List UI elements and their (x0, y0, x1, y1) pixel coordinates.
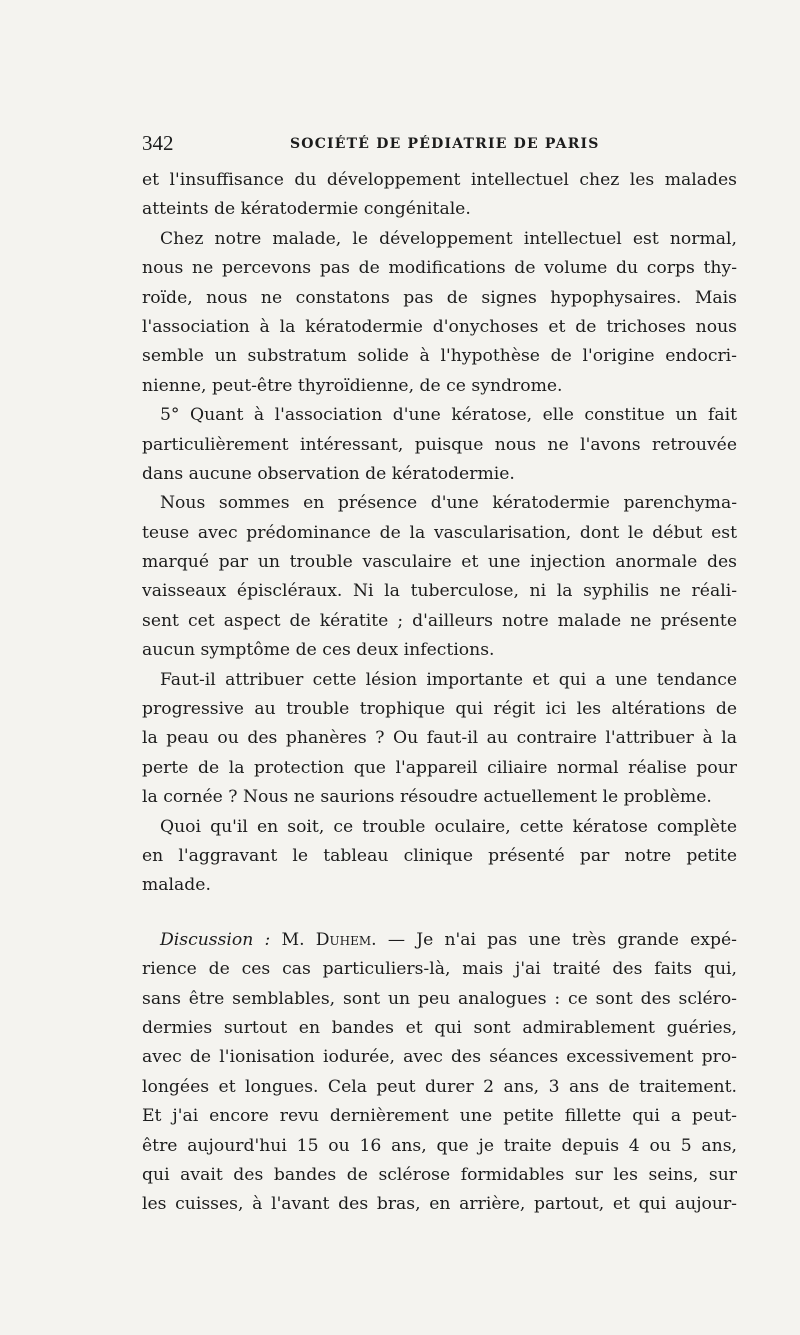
body-text (142, 166, 737, 1220)
discussion-label: Discussion : (160, 929, 271, 950)
text-line: la cornée ? Nous ne saurions résoudre actuellement le problème. (142, 787, 712, 808)
text-line: avec de l'ionisation iodurée, avec des séances excessivement pro- (142, 1047, 737, 1068)
section-spacer (142, 901, 737, 926)
text-line: atteints de kératodermie congénitale. (142, 199, 471, 220)
text-line: et l'insuffisance du développement intellectuel chez les malades (142, 170, 737, 190)
discussion-line-rest: — Je n'ai pas une très grande expé- (387, 929, 737, 950)
text-line: roïde, nous ne constatons pas de signes hypophysaires. Mais (142, 287, 737, 308)
text-line: progressive au trouble trophique qui régit ici les altérations de (142, 699, 737, 720)
text-line: 5° Quant à l'association d'une kératose, elle constitue un fait (160, 405, 737, 426)
text-line: Nous sommes en présence d'une kératodermie parenchyma- (160, 493, 737, 514)
text-line: nienne, peut-être thyroïdienne, de ce syndrome. (142, 375, 563, 396)
text-line: semble un substratum solide à l'hypothèse de l'origine endocri- (142, 346, 737, 367)
text-line: longées et longues. Cela peut durer 2 ans, 3 ans de traitement. (142, 1076, 737, 1097)
text-line: particulièrement intéressant, puisque nous ne l'avons retrouvée (142, 434, 737, 455)
text-line: la peau ou des phanères ? Ou faut-il au contraire l'attribuer à la (142, 728, 737, 749)
text-line: être aujourd'hui 15 ou 16 ans, que je traite depuis 4 ou 5 ans, (142, 1135, 737, 1156)
text-line: Faut-il attribuer cette lésion importante et qui a une tendance (160, 669, 737, 690)
text-line: marqué par un trouble vasculaire et une injection anormale des (142, 552, 737, 573)
text-line: nous ne percevons pas de modifications de volume du corps thy- (142, 258, 737, 279)
text-line: Et j'ai encore revu dernièrement une petite fillette qui a peut- (142, 1106, 737, 1127)
text-line: aucun symptôme de ces deux infections. (142, 640, 495, 661)
text-line: teuse avec prédominance de la vascularisation, dont le début est (142, 522, 737, 543)
text-line: sans être semblables, sont un peu analogues : ce sont des scléro- (142, 988, 737, 1009)
text-line: en l'aggravant le tableau clinique présenté par notre petite (142, 845, 737, 866)
running-title: SOCIÉTÉ DE PÉDIATRIE DE PARIS (290, 136, 600, 152)
text-line: perte de la protection que l'appareil ciliaire normal réalise pour (142, 757, 737, 778)
discussion-first-line (142, 926, 737, 955)
text-line: rience de ces cas particuliers-là, mais j'ai traité des faits qui, (142, 959, 737, 980)
text-line: Chez notre malade, le développement intellectuel est normal, (160, 228, 737, 249)
text-line: dermies surtout en bandes et qui sont admirablement guéries, (142, 1017, 737, 1038)
text-line: qui avait des bandes de sclérose formidables sur les seins, sur (142, 1164, 737, 1185)
text-line: sent cet aspect de kératite ; d'ailleurs notre malade ne présente (142, 610, 737, 631)
text-line: l'association à la kératodermie d'onychoses et de trichoses nous (142, 316, 737, 337)
speaker-name: M. Duhem. (281, 929, 377, 950)
text-line: dans aucune observation de kératodermie. (142, 463, 515, 484)
page-number: 342 (142, 131, 174, 155)
text-line: les cuisses, à l'avant des bras, en arrière, partout, et qui aujour- (142, 1194, 737, 1215)
text-line: vaisseaux épiscléraux. Ni la tuberculose, ni la syphilis ne réali- (142, 581, 737, 602)
text-line: Quoi qu'il en soit, ce trouble oculaire, cette kératose complète (160, 816, 737, 837)
text-line: malade. (142, 875, 211, 896)
page-header (142, 128, 737, 158)
